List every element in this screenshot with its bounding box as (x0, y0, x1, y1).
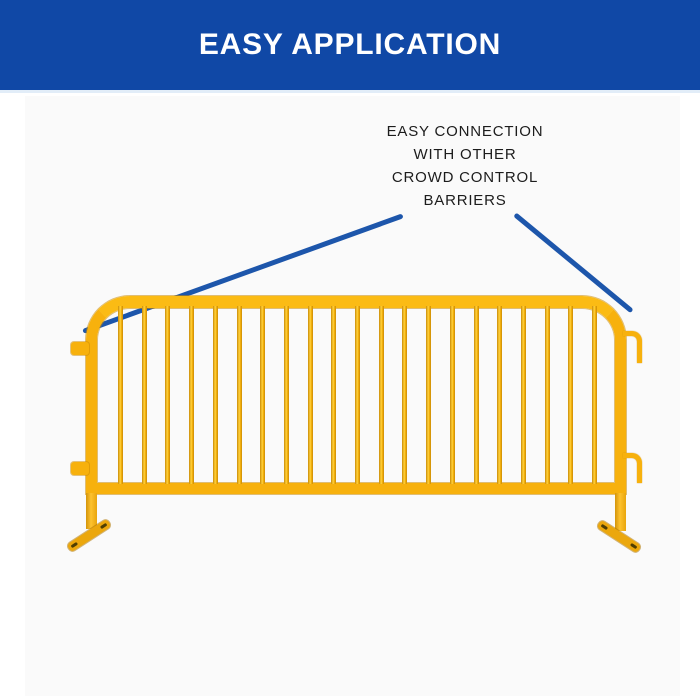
barrier-upright-bar (521, 306, 526, 484)
barrier-upright-bar (237, 306, 242, 484)
barrier-upright-bar (592, 306, 597, 484)
barrier-upright-bar (142, 306, 147, 484)
barrier-upright-bar (474, 306, 479, 484)
foot-tip (601, 524, 609, 530)
left-connector-tab-lower (71, 462, 89, 475)
foot-tip (100, 523, 108, 529)
barrier-upright-bar (308, 306, 313, 484)
annotation-line-4: BARRIERS (423, 192, 507, 209)
barrier-upright-bar (331, 306, 336, 484)
annotation-line-3: CROWD CONTROL (391, 169, 539, 186)
barrier-upright-bar (355, 306, 360, 484)
left-connector-tab-upper (71, 342, 89, 355)
barrier-leg-left (86, 493, 97, 529)
foot-tip (630, 543, 638, 549)
barrier-upright-bar (402, 306, 407, 484)
barrier-upright-bar (545, 306, 550, 484)
annotation-line-2: WITH OTHER (413, 146, 517, 163)
right-connector-hook-upper (623, 331, 642, 363)
barrier-upright-bar (118, 306, 123, 484)
barrier-upright-bar (213, 306, 218, 484)
barrier-upright-bar (568, 306, 573, 484)
barrier-upright-bar (189, 306, 194, 484)
barrier-upright-bar (426, 306, 431, 484)
barrier-upright-bar (284, 306, 289, 484)
barrier-upright-bar (165, 306, 170, 484)
foot-tip (71, 542, 79, 548)
barrier-upright-bar (379, 306, 384, 484)
banner-title: EASY APPLICATION (198, 28, 502, 61)
barrier-upright-bar (450, 306, 455, 484)
barrier-leg-right (615, 493, 626, 531)
right-connector-hook-lower (623, 453, 642, 483)
barrier-upright-bar (260, 306, 265, 484)
barrier-upright-bar (497, 306, 502, 484)
annotation-line-1: EASY CONNECTION (386, 123, 544, 140)
